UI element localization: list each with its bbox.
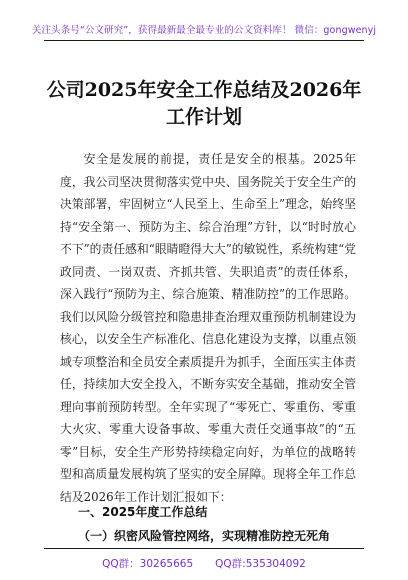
body-paragraph: 安全是发展的前提，责任是安全的根基。2025年度，我公司坚决贯彻落实党中央、国务院关于安全生产的决策部署，牢固树立“人民至上、生命至上”理念，始终坚持“安全第一、预防为主、综合治理”方针，以“时时放心不下”的责任感和“眼睛瞪得大大”的敏锐性，系统构建“党政同责、一岗双责、齐抓共管、失职追责”的责任体系，深入践行“预防为主、综合施策、精准防控”的工作思路。我们以风险分级管控和隐患排查治理双重预防机制建设为核心，以安全生产标准化、信息化建设为支撑，以重点领域专项整治和全员安全素质提升为抓手，全面压实主体责任，持续加大安全投入，不断夯实安全基础，推动安全管理向事前预防转型。全年实现了“零死亡、零重伤、零重大火灾、零重大设备事故、零重大责任交通事故”的“五零”目标，安全生产形势持续稳定向好，为单位的战略转型和高质量发展构筑了坚实的安全屏障。现将全年工作总结及2026年工作计划汇报如下： <box>60 152 356 504</box>
document-title: 公司2025年安全工作总结及2026年工作计划 <box>46 79 362 128</box>
section-heading: 一、2025年度工作总结 <box>78 505 208 519</box>
footer-qq-group-2: QQ群:535304092 <box>215 558 306 570</box>
footer <box>0 556 408 571</box>
header-divider <box>44 40 364 41</box>
subsection-heading: （一）织密风险管控网络，实现精准防控无死角 <box>78 529 331 543</box>
footer-divider <box>44 548 364 549</box>
header-banner: 关注头条号“公文研究”，获得最新最全最专业的公文资料库！ 微信：gongwenyj <box>31 25 377 36</box>
footer-qq-group-1: QQ群：30265665 <box>102 558 194 570</box>
